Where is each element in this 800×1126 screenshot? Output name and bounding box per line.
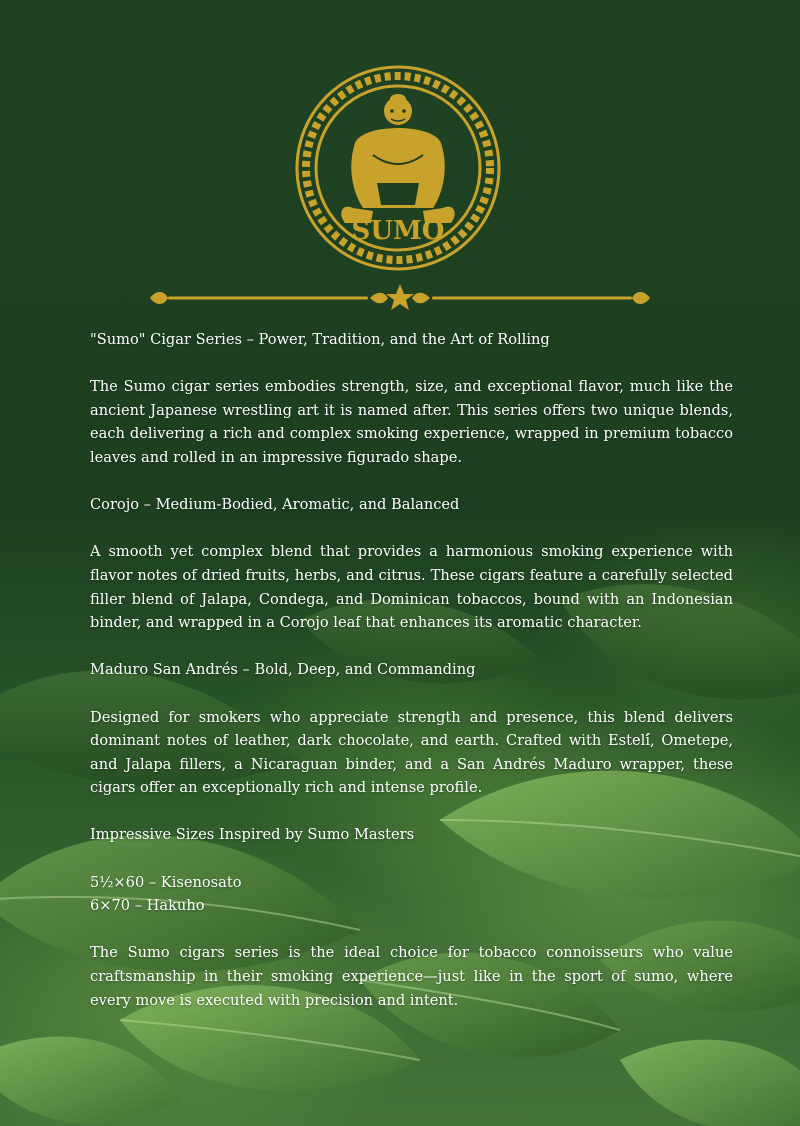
ornamental-divider [148, 282, 652, 314]
closing-paragraph: The Sumo cigars series is the ideal choice for tobacco connoisseurs who value craftsmanship in their smoking experience—just like in the sport of sumo, where every move is executed with precision and intent. [90, 944, 733, 1009]
document-title: "Sumo" Cigar Series – Power, Tradition, and the Art of Rolling [90, 331, 550, 348]
size-item: 6×70 – Hakuho [90, 897, 205, 915]
corojo-paragraph: A smooth yet complex blend that provides a harmonious smoking experience with flavor notes of dried fruits, herbs, and citrus. These cigars feature a carefully selected filler blend of Jalapa, Condega, and Dominican tobaccos, bound with an Indonesian binder, and wrapped in a Corojo leaf that enhances its aromatic character. [90, 543, 733, 632]
maduro-paragraph: Designed for smokers who appreciate strength and presence, this blend delivers dominant notes of leather, dark chocolate, and earth. Crafted with Estelí́, Ometepe, and Jalapa fillers, a Nicaraguan binder, and a San Andrés Maduro wrapper, these cigars offer an exceptionally rich and intense profile. [90, 708, 733, 797]
corojo-heading: Corojo – Medium-Bodied, Aromatic, and Balanced [90, 496, 460, 514]
maduro-heading: Maduro San Andrés – Bold, Deep, and Commanding [90, 661, 476, 679]
logo-text: SUMO [351, 216, 445, 246]
document-body [90, 328, 733, 1036]
sumo-logo [293, 63, 503, 273]
sizes-heading: Impressive Sizes Inspired by Sumo Masters [90, 826, 415, 844]
size-item: 5½×60 – Kisenosato [90, 873, 242, 891]
intro-paragraph: The Sumo cigar series embodies strength, size, and exceptional flavor, much like the ancient Japanese wrestling art it is named after. This series offers two unique blends, each delivering a rich and complex smoking experience, wrapped in premium tobacco leaves and rolled in an impressive figurado shape. [90, 378, 733, 466]
sizes-list [90, 871, 733, 918]
